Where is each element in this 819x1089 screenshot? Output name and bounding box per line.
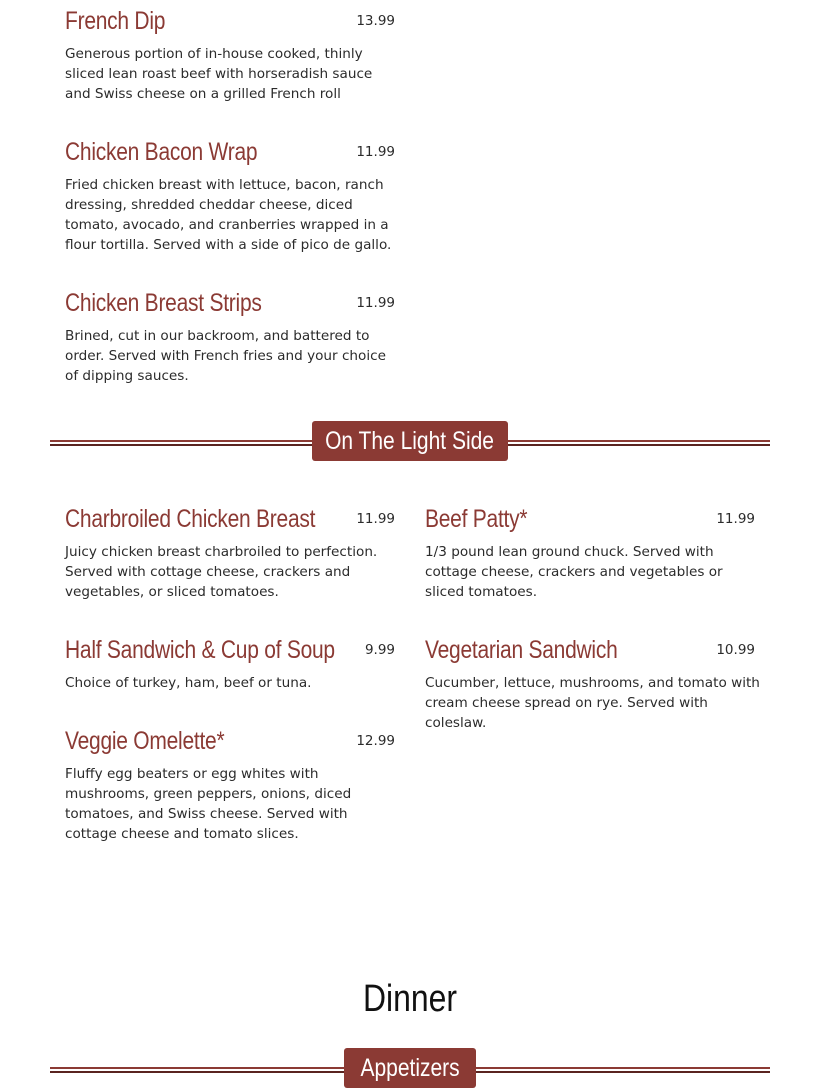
section-heading-label: Appetizers [360, 1053, 460, 1082]
dinner-title [0, 978, 819, 1021]
section-heading-light-side [312, 421, 508, 461]
item-name: Half Sandwich & Cup of Soup [65, 636, 335, 664]
dinner-title-label: Dinner [362, 978, 457, 1020]
item-description: 1/3 pound lean ground chuck. Served with cottage cheese, crackers and vegetables or sliced tomatoes. [425, 544, 723, 600]
item-description: Juicy chicken breast charbroiled to perfection. Served with cottage cheese, crackers and vegetables, or sliced tomatoes. [65, 544, 378, 600]
section-heading-label: On The Light Side [325, 426, 495, 455]
item-description: Brined, cut in our backroom, and battered to order. Served with French fries and your choice of dipping sauces. [65, 328, 386, 384]
item-price: 11.99 [356, 511, 395, 527]
item-price: 11.99 [716, 511, 755, 527]
item-price: 10.99 [716, 642, 755, 658]
item-name: Vegetarian Sandwich [425, 636, 618, 664]
item-description: Choice of turkey, ham, beef or tuna. [65, 675, 312, 691]
item-price: 11.99 [356, 295, 395, 311]
item-name: French Dip [65, 7, 166, 35]
item-name: Veggie Omelette* [65, 727, 225, 755]
section-heading-appetizers [344, 1048, 476, 1088]
item-name: Charbroiled Chicken Breast [65, 505, 316, 533]
item-price: 9.99 [364, 642, 395, 658]
item-name: Chicken Breast Strips [65, 289, 262, 317]
item-description: Cucumber, lettuce, mushrooms, and tomato with cream cheese spread on rye. Served with coleslaw. [425, 675, 760, 731]
item-price: 11.99 [356, 144, 395, 160]
item-price: 12.99 [356, 733, 395, 749]
item-name: Beef Patty* [425, 505, 528, 533]
item-name: Chicken Bacon Wrap [65, 138, 258, 166]
item-description: Generous portion of in-house cooked, thinly sliced lean roast beef with horseradish sauce and Swiss cheese on a grilled French roll [65, 46, 373, 102]
item-description: Fluffy egg beaters or egg whites with mushrooms, green peppers, onions, diced tomatoes, and Swiss cheese. Served with cottage cheese and tomato slices. [65, 766, 352, 842]
item-description: Fried chicken breast with lettuce, bacon, ranch dressing, shredded cheddar cheese, diced tomato, avocado, and cranberries wrapped in a flour tortilla. Served with a side of pico de gallo. [65, 177, 392, 253]
item-price: 13.99 [356, 13, 395, 29]
